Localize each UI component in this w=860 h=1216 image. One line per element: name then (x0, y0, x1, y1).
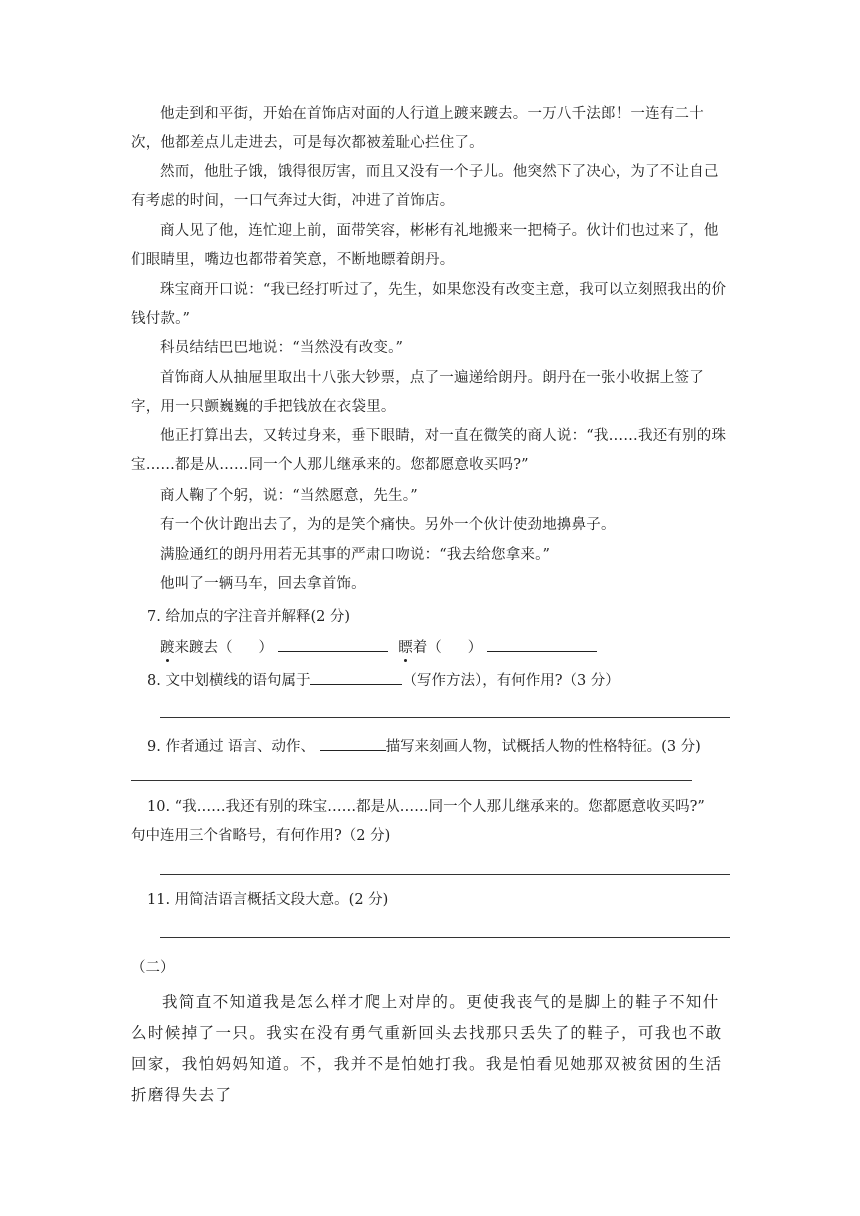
paragraph-8: 商人鞠了个躬，说：“当然愿意，先生。” (160, 488, 418, 504)
q7-word1-rest: 来踱去（ (174, 640, 233, 656)
q7-close-paren-2: ） (467, 640, 483, 656)
q8-answer-line[interactable] (160, 717, 730, 718)
question-10-line-1: 10. “我……我还有别的珠宝……都是从……同一个人那儿继承来的。您都愿意收买吗?” (147, 799, 705, 815)
dotted-char-2: 瞟 (398, 640, 413, 656)
q8-suffix: （写作方法），有何作用?（3 分） (402, 673, 620, 689)
paragraph-2: 然而，他肚子饿，饿得很厉害，而且又没有一个子儿。他突然下了决心，为了不让自己有考虑的时间，一口气奔过大街，冲进了首饰店。 (131, 164, 719, 209)
paragraph-10: 满脸通红的朗丹用若无其事的严肃口吻说：“我去给您拿来。” (160, 547, 551, 563)
q7-word2-rest: 着（ (412, 640, 442, 656)
section-2-label: （二） (131, 960, 175, 976)
q9-description-blank[interactable] (320, 733, 386, 751)
q9-answer-line[interactable] (131, 780, 692, 781)
paragraph-7: 他正打算出去，又转过身来，垂下眼睛，对一直在微笑的商人说：“我……我还有别的珠宝……都是从……同一个人那儿继承来的。您都愿意收买吗?” (131, 428, 727, 473)
q8-method-blank[interactable] (310, 667, 402, 685)
paragraph-11: 他叫了一辆马车，回去拿首饰。 (160, 576, 366, 592)
q7-meaning-blank-1[interactable] (278, 634, 388, 652)
question-9 (147, 733, 701, 762)
section-2-paragraph-1: 我简直不知道我是怎么样才爬上对岸的。更使我丧气的是脚上的鞋子不知什么时候掉了一只。我实在没有勇气重新回头去找那只丢失了的鞋子，可我也不敢回家，我怕妈妈知道。不，我并不是怕她打我。我是怕看见她那双被贫困的生活折磨得失去了 (131, 993, 723, 1104)
paragraph-9: 有一个伙计跑出去了，为的是笑个痛快。另外一个伙计使劲地擤鼻子。 (160, 517, 616, 533)
q8-prefix: 8. 文中划横线的语句属于 (147, 673, 311, 689)
paragraph-5: 科员结结巴巴地说：“当然没有改变。” (160, 340, 404, 356)
paragraph-3: 商人见了他，连忙迎上前，面带笑容，彬彬有礼地搬来一把椅子。伙计们也过来了，他们眼睛里，嘴边也都带着笑意，不断地瞟着朗丹。 (131, 223, 719, 268)
dotted-char-1: 踱 (160, 640, 175, 656)
q9-prefix: 9. 作者通过 语言、动作、 (147, 739, 316, 755)
q7-meaning-blank-2[interactable] (487, 634, 597, 652)
question-8 (147, 667, 620, 696)
question-7-answer-line (160, 634, 597, 663)
question-7: 7. 给加点的字注音并解释(2 分) (147, 609, 351, 625)
q11-answer-line[interactable] (160, 937, 730, 938)
q10-answer-line[interactable] (160, 874, 730, 875)
paragraph-4: 珠宝商开口说：“我已经打听过了，先生，如果您没有改变主意，我可以立刻照我出的价钱付款。” (131, 282, 727, 327)
question-11: 11. 用简洁语言概括文段大意。(2 分) (147, 892, 389, 908)
question-10-line-2: 句中连用三个省略号，有何作用?（2 分) (131, 828, 391, 844)
paragraph-1: 他走到和平街，开始在首饰店对面的人行道上踱来踱去。一万八千法郎！一连有二十次，他都差点儿走进去，可是每次都被羞耻心拦住了。 (131, 106, 704, 151)
paragraph-6: 首饰商人从抽屉里取出十八张大钞票，点了一遍递给朗丹。朗丹在一张小收据上签了字，用一只颤巍巍的手把钱放在衣袋里。 (131, 370, 704, 415)
q9-suffix: 描写来刻画人物，试概括人物的性格特征。(3 分) (385, 739, 701, 755)
q7-close-paren-1: ） (258, 640, 273, 656)
